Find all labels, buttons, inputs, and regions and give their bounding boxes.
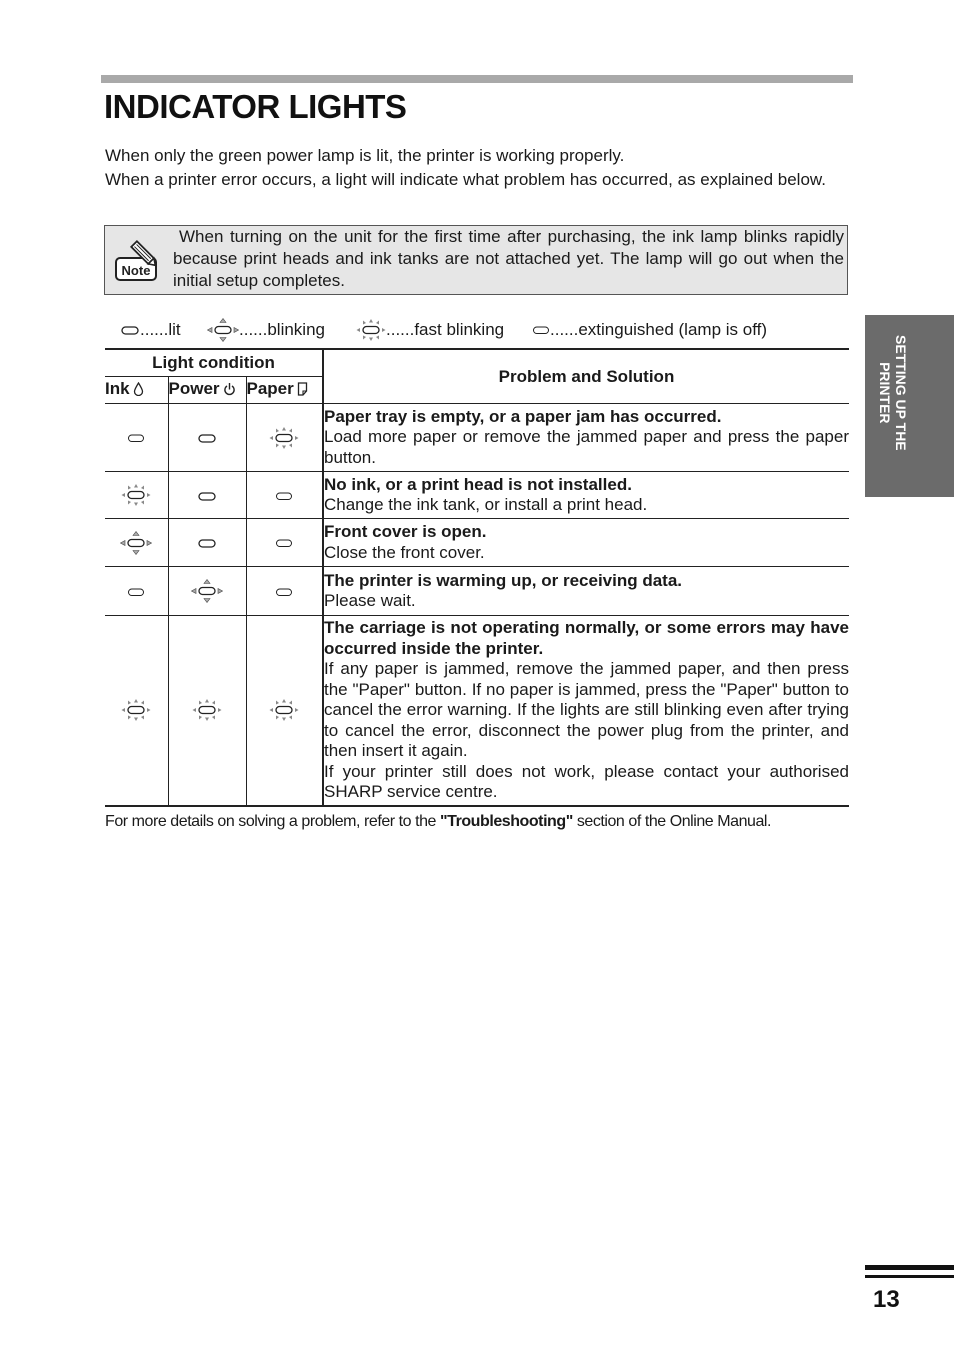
problem-heading: Paper tray is empty, or a paper jam has occurred.: [324, 406, 722, 426]
lamp-fast-blinking-icon: [269, 427, 299, 446]
side-tab-line-1: SETTING UP THE: [893, 335, 909, 451]
problem-solution-cell: [323, 567, 849, 616]
note-text: When turning on the unit for the first time after purchasing, the ink lamp blinks rapidly because print heads and ink tanks are not attached yet. The lamp will go out when the initial setup completes.: [173, 227, 844, 290]
paper-sheet-icon: [297, 381, 308, 401]
legend-lit-label: ......lit: [140, 320, 181, 339]
legend-blinking-label: ......blinking: [239, 320, 325, 339]
problem-heading: The printer is warming up, or receiving data.: [324, 570, 683, 590]
side-tab-line-2: PRINTER: [877, 362, 893, 424]
lamp-blinking-icon: [191, 580, 223, 599]
table-header-row: [105, 349, 849, 377]
ink-lamp-cell: [105, 567, 168, 616]
power-lamp-cell: [168, 567, 246, 616]
power-icon: [223, 381, 236, 401]
power-lamp-cell: [168, 519, 246, 567]
note-icon-label: Note: [121, 263, 151, 278]
power-lamp-cell: [168, 404, 246, 472]
lamp-fast-blinking-icon: [121, 700, 151, 719]
problem-heading: The carriage is not operating normally, or some errors may have occurred inside the printer.: [324, 618, 849, 658]
ink-lamp-cell: [105, 404, 168, 472]
side-tab: [865, 315, 954, 497]
table-row: [105, 519, 849, 567]
note-box: [104, 225, 848, 295]
power-lamp-cell: [168, 616, 246, 806]
solution-text: If any paper is jammed, remove the jammed paper, and then press the "Paper" button. If no paper is jammed, press the "Paper" button to cancel the error warning. If the lights are still blinking even after trying to cancel the error, disconnect the power plug from the printer, and then insert it again.: [324, 659, 849, 760]
solution-text: Load more paper or remove the jammed paper and press the paper button.: [324, 427, 849, 467]
ink-drop-icon: [133, 381, 144, 401]
side-tab-text: [877, 335, 909, 451]
lamp-blinking-icon: [120, 532, 152, 551]
footer-note-before: For more details on solving a problem, refer to the: [105, 813, 440, 830]
ink-column-header: [105, 377, 168, 404]
legend-fast-blinking: [356, 318, 504, 342]
page-number-rule-bottom: [865, 1275, 954, 1278]
legend-lit: [120, 318, 181, 342]
legend-fast-blinking-label: ......fast blinking: [386, 320, 505, 339]
intro: [105, 144, 849, 192]
power-lamp-cell: [168, 472, 246, 519]
problem-solution-cell: [323, 472, 849, 519]
top-rule: [101, 75, 853, 83]
ink-lamp-cell: [105, 519, 168, 567]
problem-solution-cell: [323, 519, 849, 567]
lamp-off-icon: [127, 581, 145, 600]
paper-lamp-cell: [246, 567, 323, 616]
solution-text-extra: If your printer still does not work, please contact your authorised SHARP service centre.: [324, 761, 849, 801]
note-pencil-icon: [114, 238, 160, 289]
table-row: [105, 567, 849, 616]
lamp-lit-icon: [197, 533, 217, 552]
problem-heading: Front cover is open.: [324, 522, 487, 541]
paper-lamp-cell: [246, 404, 323, 472]
power-column-label: Power: [168, 379, 220, 398]
page-title: INDICATOR LIGHTS: [104, 88, 407, 125]
paper-lamp-cell: [246, 519, 323, 567]
intro-line-1: When only the green power lamp is lit, the printer is working properly.: [105, 146, 625, 165]
paper-lamp-cell: [246, 616, 323, 806]
solution-text: Change the ink tank, or install a print head.: [324, 495, 648, 514]
table-row: [105, 404, 849, 472]
lamp-lit-icon: [197, 428, 217, 447]
power-column-header: [168, 377, 246, 404]
lamp-lit-icon: [197, 485, 217, 504]
table-row: [105, 616, 849, 806]
intro-line-2: When a printer error occurs, a light will indicate what problem has occurred, as explained below.: [105, 170, 826, 189]
solution-text: Close the front cover.: [324, 542, 485, 562]
page-number-rule-top: [865, 1265, 954, 1270]
lamp-fast-blinking-icon: [121, 484, 151, 503]
solution-text: Please wait.: [324, 591, 416, 610]
lamp-off-icon: [275, 485, 293, 504]
legend-extinguished-label: ......extinguished (lamp is off): [550, 320, 768, 339]
lamp-off-icon: [275, 581, 293, 600]
footer-note-after: section of the Online Manual.: [572, 813, 772, 830]
problem-solution-cell: [323, 616, 849, 806]
ink-column-label: Ink: [105, 379, 130, 398]
problem-heading: No ink, or a print head is not installed.: [324, 474, 632, 494]
paper-lamp-cell: [246, 472, 323, 519]
problem-solution-header: Problem and Solution: [323, 349, 849, 404]
paper-column-header: [246, 377, 323, 404]
legend-extinguished: [532, 318, 767, 342]
problem-solution-cell: [323, 404, 849, 472]
page-number: 13: [873, 1286, 900, 1313]
lamp-off-icon: [275, 533, 293, 552]
footer-note-troubleshooting: "Troubleshooting": [440, 813, 573, 830]
light-condition-header: Light condition: [105, 349, 323, 377]
ink-lamp-cell: [105, 472, 168, 519]
footer-note: [105, 813, 771, 831]
legend-blinking: [207, 318, 325, 342]
lamp-fast-blinking-icon: [269, 700, 299, 719]
ink-lamp-cell: [105, 616, 168, 806]
paper-column-label: Paper: [246, 379, 294, 398]
lamp-off-icon: [127, 428, 145, 447]
indicator-table: [105, 348, 849, 807]
table-row: [105, 472, 849, 519]
lamp-fast-blinking-icon: [192, 700, 222, 719]
